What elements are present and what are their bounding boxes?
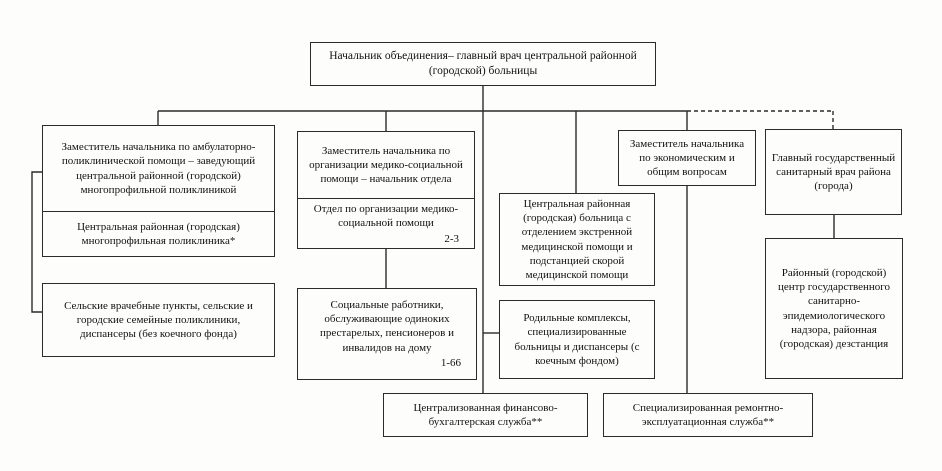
node-rural-clinics: Сельские врачебные пункты, сельские и городские семейные поликлиники, диспансеры (без коечного фонда) bbox=[42, 283, 275, 357]
node-medsoc-department-label: Отдел по организации медико-социальной помощи bbox=[313, 203, 459, 230]
node-chief-sanitary-doctor: Главный государственный санитарный врач района (города) bbox=[765, 129, 902, 215]
node-finance-service: Централизованная финансово-бухгалтерская служба** bbox=[383, 393, 588, 437]
node-deputy-economics: Заместитель начальника по экономическим и общим вопросам bbox=[618, 130, 756, 186]
node-deputy-medsoc bbox=[297, 131, 475, 249]
node-maintenance-service: Специализированная ремонтно-эксплуатационная служба** bbox=[603, 393, 813, 437]
node-deputy-ambulatory-title: Заместитель начальника по амбулаторно-поликлинической помощи – заведующий центральной районной (городской) многопрофильной поликлиникой bbox=[43, 126, 274, 212]
node-deputy-medsoc-title: Заместитель начальника по организации медико-социальной помощи – начальник отдела bbox=[298, 132, 474, 199]
node-sanitary-center: Районный (городской) центр государственного санитарно-эпидемиологического надзора, районная (городская) дезстанция bbox=[765, 238, 903, 379]
node-social-workers-label: Социальные работники, обслуживающие одиноких престарелых, пенсионеров и инвалидов на дому bbox=[319, 298, 455, 354]
staff-count-badge: 1-66 bbox=[440, 356, 461, 369]
node-deputy-ambulatory bbox=[42, 125, 275, 257]
node-medsoc-department bbox=[298, 199, 474, 249]
node-social-workers bbox=[297, 288, 477, 380]
node-maternity-complexes: Родильные комплексы, специализированные больницы и диспансеры (с коечным фондом) bbox=[499, 300, 655, 379]
node-central-hospital: Центральная районная (городская) больница с отделением экстренной медицинской помощи и подстанцией скорой медицинской помощи bbox=[499, 193, 655, 286]
node-central-polyclinic: Центральная районная (городская) многопрофильная поликлиника* bbox=[77, 220, 240, 247]
node-head-of-association: Начальник объединения– главный врач центральной районной (городской) больницы bbox=[310, 42, 656, 86]
staff-count-badge: 2-3 bbox=[444, 232, 459, 245]
connector-bracket-rural bbox=[32, 172, 42, 312]
